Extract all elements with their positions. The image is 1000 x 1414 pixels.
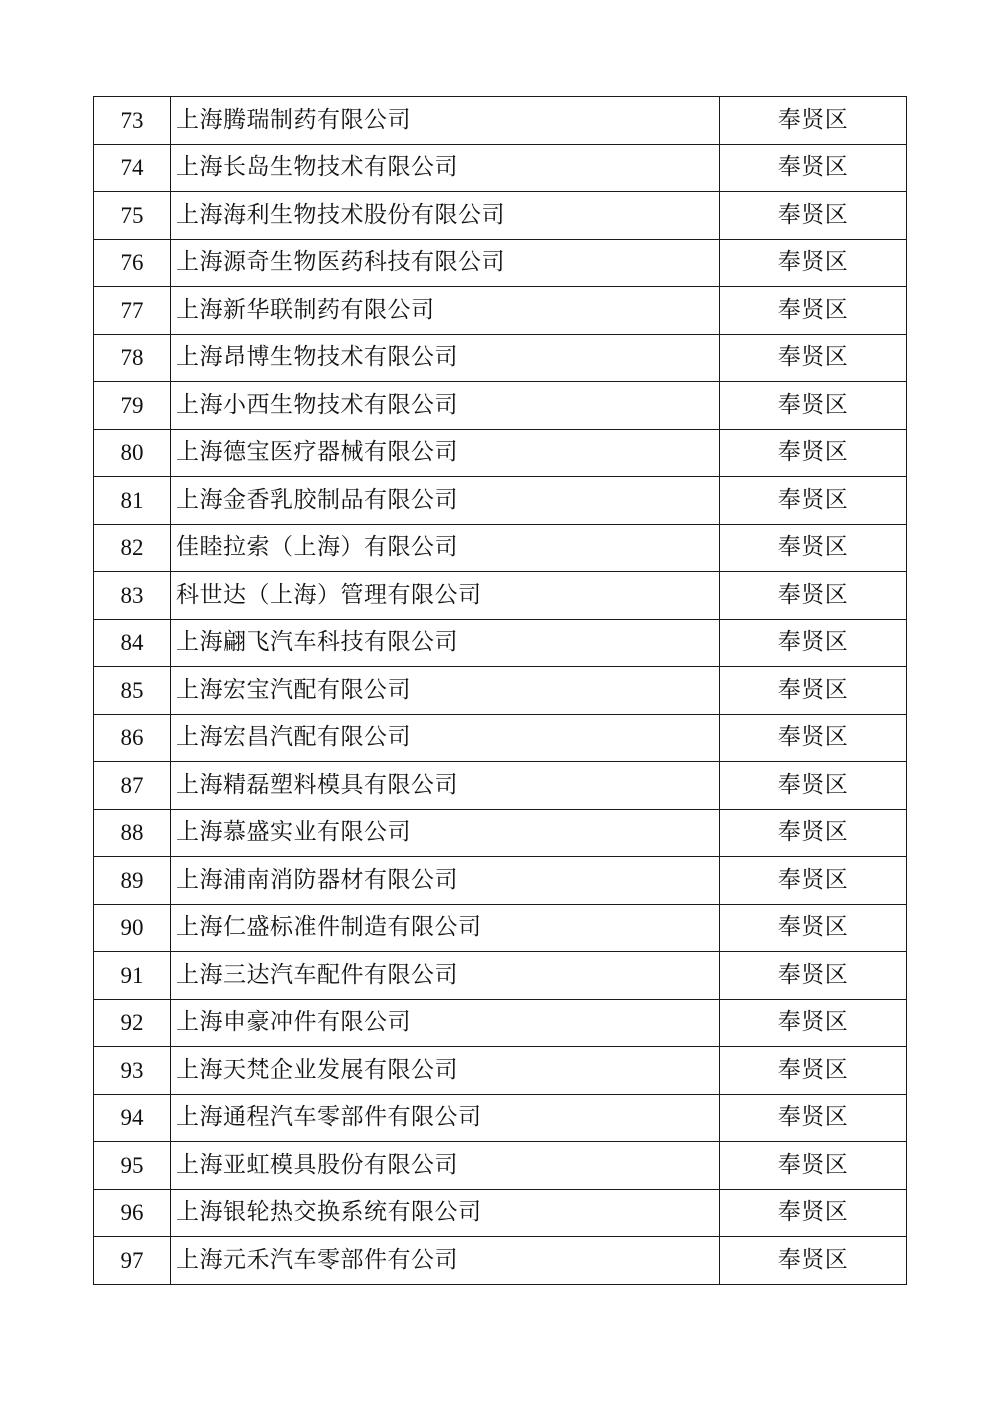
company-name: 上海昂博生物技术有限公司 xyxy=(171,334,720,382)
district: 奉贤区 xyxy=(720,1237,907,1285)
district: 奉贤区 xyxy=(720,714,907,762)
table-row xyxy=(94,1047,907,1095)
company-name: 上海海利生物技术股份有限公司 xyxy=(171,192,720,240)
table-row xyxy=(94,572,907,620)
company-name: 上海源奇生物医药科技有限公司 xyxy=(171,239,720,287)
table-row xyxy=(94,192,907,240)
company-name: 上海三达汽车配件有限公司 xyxy=(171,952,720,1000)
table-row xyxy=(94,429,907,477)
company-name: 上海银轮热交换系统有限公司 xyxy=(171,1189,720,1237)
company-name: 上海腾瑞制药有限公司 xyxy=(171,97,720,145)
company-name: 上海翩飞汽车科技有限公司 xyxy=(171,619,720,667)
row-number: 88 xyxy=(94,809,171,857)
table-row xyxy=(94,714,907,762)
row-number: 96 xyxy=(94,1189,171,1237)
row-number: 84 xyxy=(94,619,171,667)
table-row xyxy=(94,382,907,430)
company-table xyxy=(93,96,907,1285)
district: 奉贤区 xyxy=(720,619,907,667)
company-name: 上海浦南消防器材有限公司 xyxy=(171,857,720,905)
district: 奉贤区 xyxy=(720,952,907,1000)
row-number: 76 xyxy=(94,239,171,287)
company-name: 科世达（上海）管理有限公司 xyxy=(171,572,720,620)
table-row xyxy=(94,667,907,715)
table-row xyxy=(94,904,907,952)
table-row xyxy=(94,999,907,1047)
district: 奉贤区 xyxy=(720,334,907,382)
district: 奉贤区 xyxy=(720,999,907,1047)
table-row xyxy=(94,952,907,1000)
table-row xyxy=(94,477,907,525)
row-number: 81 xyxy=(94,477,171,525)
company-name: 上海仁盛标准件制造有限公司 xyxy=(171,904,720,952)
district: 奉贤区 xyxy=(720,857,907,905)
row-number: 95 xyxy=(94,1142,171,1190)
company-table-body xyxy=(94,97,907,1285)
row-number: 83 xyxy=(94,572,171,620)
row-number: 92 xyxy=(94,999,171,1047)
company-name: 上海慕盛实业有限公司 xyxy=(171,809,720,857)
district: 奉贤区 xyxy=(720,524,907,572)
district: 奉贤区 xyxy=(720,572,907,620)
table-row xyxy=(94,809,907,857)
row-number: 79 xyxy=(94,382,171,430)
district: 奉贤区 xyxy=(720,239,907,287)
district: 奉贤区 xyxy=(720,97,907,145)
row-number: 85 xyxy=(94,667,171,715)
row-number: 80 xyxy=(94,429,171,477)
company-name: 上海金香乳胶制品有限公司 xyxy=(171,477,720,525)
company-name: 上海亚虹模具股份有限公司 xyxy=(171,1142,720,1190)
table-row xyxy=(94,144,907,192)
row-number: 93 xyxy=(94,1047,171,1095)
district: 奉贤区 xyxy=(720,1094,907,1142)
table-row xyxy=(94,762,907,810)
row-number: 78 xyxy=(94,334,171,382)
district: 奉贤区 xyxy=(720,1047,907,1095)
table-row xyxy=(94,1189,907,1237)
company-name: 上海宏宝汽配有限公司 xyxy=(171,667,720,715)
district: 奉贤区 xyxy=(720,1142,907,1190)
table-row xyxy=(94,1094,907,1142)
company-name: 上海申豪冲件有限公司 xyxy=(171,999,720,1047)
table-row xyxy=(94,1237,907,1285)
table-row xyxy=(94,287,907,335)
company-name: 上海新华联制药有限公司 xyxy=(171,287,720,335)
row-number: 91 xyxy=(94,952,171,1000)
district: 奉贤区 xyxy=(720,477,907,525)
company-name: 佳睦拉索（上海）有限公司 xyxy=(171,524,720,572)
district: 奉贤区 xyxy=(720,1189,907,1237)
row-number: 75 xyxy=(94,192,171,240)
district: 奉贤区 xyxy=(720,667,907,715)
district: 奉贤区 xyxy=(720,762,907,810)
company-name: 上海天梵企业发展有限公司 xyxy=(171,1047,720,1095)
row-number: 97 xyxy=(94,1237,171,1285)
company-name: 上海元禾汽车零部件有公司 xyxy=(171,1237,720,1285)
table-row xyxy=(94,334,907,382)
company-name: 上海精磊塑料模具有限公司 xyxy=(171,762,720,810)
table-row xyxy=(94,524,907,572)
table-row xyxy=(94,857,907,905)
district: 奉贤区 xyxy=(720,809,907,857)
company-name: 上海宏昌汽配有限公司 xyxy=(171,714,720,762)
row-number: 82 xyxy=(94,524,171,572)
row-number: 87 xyxy=(94,762,171,810)
row-number: 77 xyxy=(94,287,171,335)
district: 奉贤区 xyxy=(720,429,907,477)
company-name: 上海通程汽车零部件有限公司 xyxy=(171,1094,720,1142)
district: 奉贤区 xyxy=(720,287,907,335)
table-row xyxy=(94,239,907,287)
table-row xyxy=(94,619,907,667)
company-name: 上海长岛生物技术有限公司 xyxy=(171,144,720,192)
district: 奉贤区 xyxy=(720,382,907,430)
row-number: 86 xyxy=(94,714,171,762)
district: 奉贤区 xyxy=(720,192,907,240)
company-name: 上海德宝医疗器械有限公司 xyxy=(171,429,720,477)
district: 奉贤区 xyxy=(720,144,907,192)
row-number: 74 xyxy=(94,144,171,192)
row-number: 89 xyxy=(94,857,171,905)
table-row xyxy=(94,1142,907,1190)
row-number: 90 xyxy=(94,904,171,952)
district: 奉贤区 xyxy=(720,904,907,952)
table-row xyxy=(94,97,907,145)
row-number: 94 xyxy=(94,1094,171,1142)
row-number: 73 xyxy=(94,97,171,145)
company-name: 上海小西生物技术有限公司 xyxy=(171,382,720,430)
